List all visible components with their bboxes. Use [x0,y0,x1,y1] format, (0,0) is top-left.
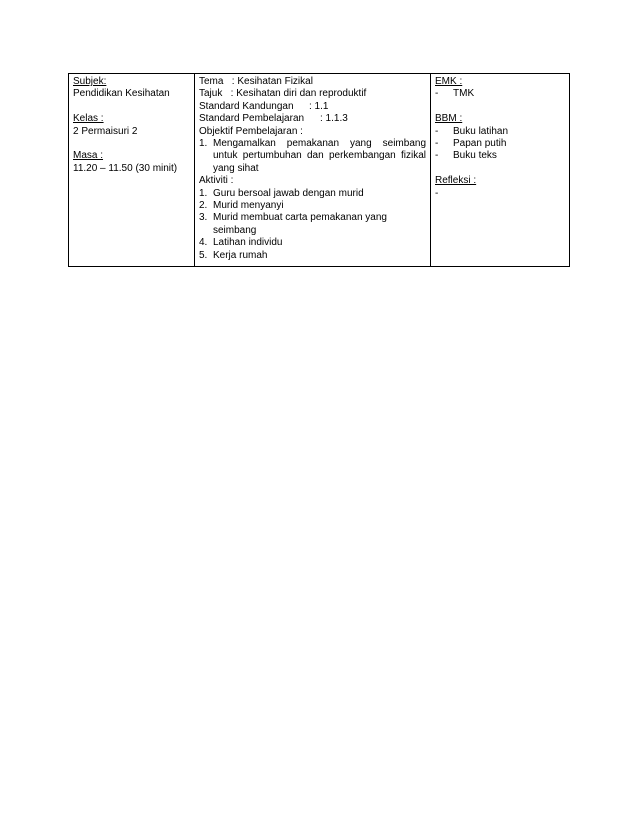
list-item [435,150,565,162]
tema-line: Tema : Kesihatan Fizikal [199,76,313,87]
dash: - [435,88,439,100]
lesson-plan-table [68,73,570,267]
class-value: 2 Permaisuri 2 [73,125,138,137]
aktiviti-label: Aktiviti : [199,175,234,187]
refleksi-value: - [435,187,439,199]
list-item [199,212,426,237]
aktiviti-text: Guru bersoal jawab dengan murid [213,187,364,199]
list-item [435,88,565,100]
bbm-label: BBM : [435,113,463,125]
sp-value: : 1.1.3 [320,113,348,125]
dash: - [435,150,439,162]
emk-item: TMK [453,88,475,100]
dash: - [435,138,439,150]
dash: - [435,125,439,137]
aktiviti-num: 4. [199,237,208,249]
sp-label: Standard Pembelajaran [199,113,305,125]
list-item [435,138,565,150]
list-item [199,250,426,262]
info-cell [69,74,195,267]
objektif-text: Mengamalkan pemakanan yang seimbang untuk pertumbuhan dan perkembangan fizikal yang sihat [213,138,426,174]
aktiviti-num: 2. [199,200,208,212]
subject-value: Pendidikan Kesihatan [73,88,170,100]
aktiviti-text: Murid membuat carta pemakanan yang seimbang [213,212,387,236]
sk-label: Standard Kandungan [199,100,294,112]
emk-label: EMK : [435,76,463,87]
list-item [199,237,426,249]
subject-label: Subjek: [73,76,107,87]
time-value: 11.20 – 11.50 (30 minit) [73,162,178,174]
content-cell [195,74,431,267]
table-row [69,74,570,267]
time-label: Masa : [73,150,104,162]
refleksi-label: Refleksi : [435,175,477,187]
list-item [199,200,426,212]
sk-value: : 1.1 [309,100,329,112]
aktiviti-text: Latihan individu [213,237,283,249]
aktiviti-num: 1. [199,187,208,199]
list-item [199,138,426,175]
aktiviti-num: 3. [199,212,208,224]
standard-kandungan [199,101,426,113]
bbm-item: Buku teks [453,150,497,162]
objektif-num: 1. [199,138,208,150]
objektif-label: Objektif Pembelajaran : [199,125,303,137]
list-item [199,188,426,200]
resources-cell [431,74,570,267]
tajuk-line: Tajuk : Kesihatan diri dan reproduktif [199,88,367,100]
bbm-item: Papan putih [453,138,507,150]
list-item [435,126,565,138]
class-label: Kelas : [73,113,104,125]
standard-pembelajaran [199,113,426,125]
bbm-item: Buku latihan [453,125,509,137]
aktiviti-text: Murid menyanyi [213,200,284,212]
aktiviti-text: Kerja rumah [213,249,268,261]
aktiviti-num: 5. [199,249,208,261]
